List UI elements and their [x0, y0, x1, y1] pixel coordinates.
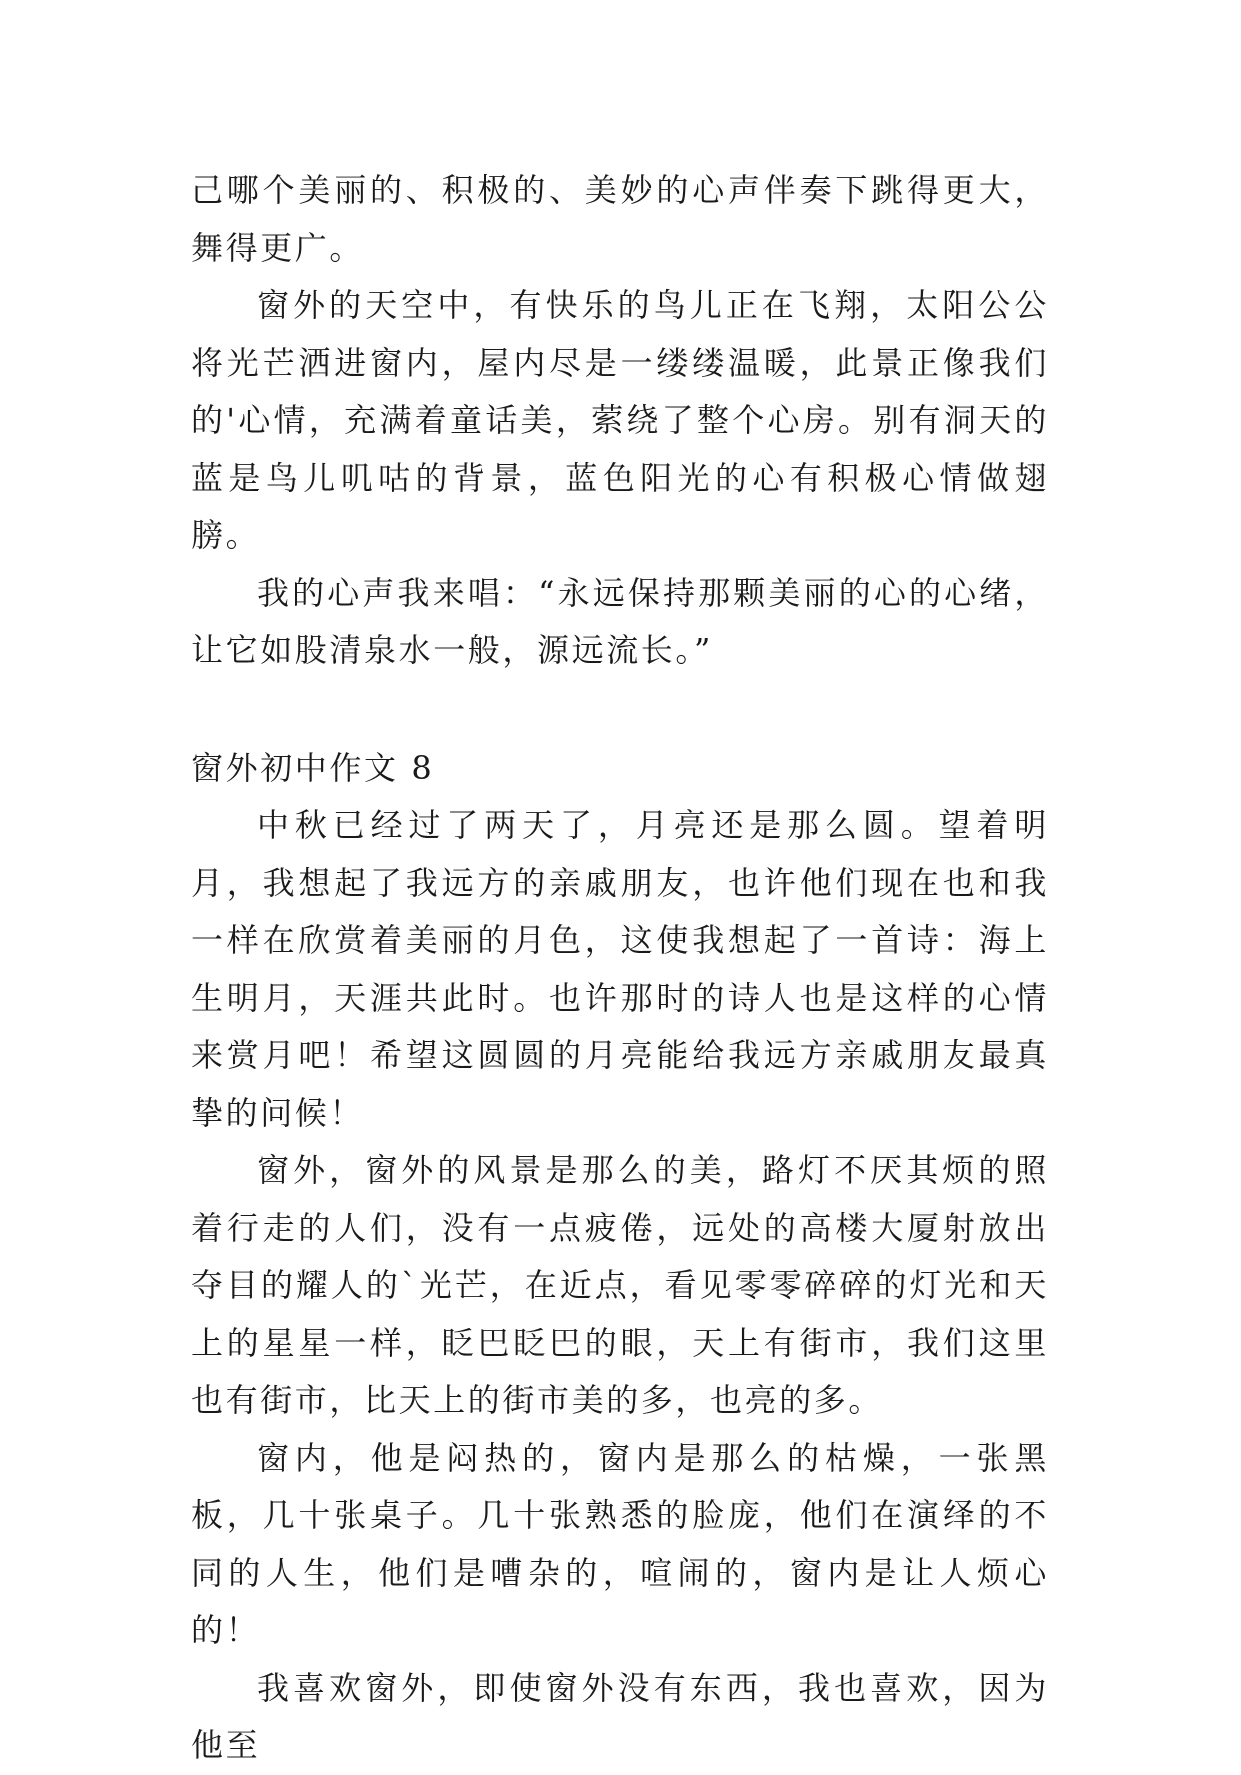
paragraph: 窗外，窗外的风景是那么的美，路灯不厌其烦的照着行走的人们，没有一点疲倦，远处的高楼大厦射放出夺目的耀人的`光芒，在近点，看见零零碎碎的灯光和天上的星星一样，眨巴眨巴的眼，天上有街市，我们这里也有街市，比天上的街市美的多，也亮的多。 — [191, 1151, 1049, 1419]
paragraph: 中秋已经过了两天了，月亮还是那么圆。望着明月，我想起了我远方的亲戚朋友，也许他们现在也和我一样在欣赏着美丽的月色，这使我想起了一首诗：海上生明月，天涯共此时。也许那时的诗人也是这样的心情来赏月吧！希望这圆圆的月亮能给我远方亲戚朋友最真挚的问候！ — [191, 806, 1049, 1132]
paragraph: 窗外的天空中，有快乐的鸟儿正在飞翔，太阳公公将光芒洒进窗内，屋内尽是一缕缕温暖，此景正像我们的'心情，充满着童话美，萦绕了整个心房。别有洞天的蓝是鸟儿叽咕的背景，蓝色阳光的心有积极心情做翅膀。 — [191, 286, 1049, 554]
paragraph: 窗内，他是闷热的，窗内是那么的枯燥，一张黑板，几十张桌子。几十张熟悉的脸庞，他们在演绎的不同的人生，他们是嘈杂的，喧闹的，窗内是让人烦心的！ — [191, 1438, 1049, 1649]
paragraph: 我的心声我来唱：“永远保持那颗美丽的心的心绪，让它如股清泉水一般，源远流长。” — [191, 573, 1049, 669]
paragraph: 我喜欢窗外，即使窗外没有东西，我也喜欢，因为他至 — [191, 1668, 1049, 1764]
document-body — [191, 162, 1049, 1775]
paragraph: 己哪个美丽的、积极的、美妙的心声伴奏下跳得更大，舞得更广。 — [191, 171, 1049, 267]
section-title: 窗外初中作文 8 — [191, 748, 435, 787]
section-gap — [191, 680, 1049, 740]
